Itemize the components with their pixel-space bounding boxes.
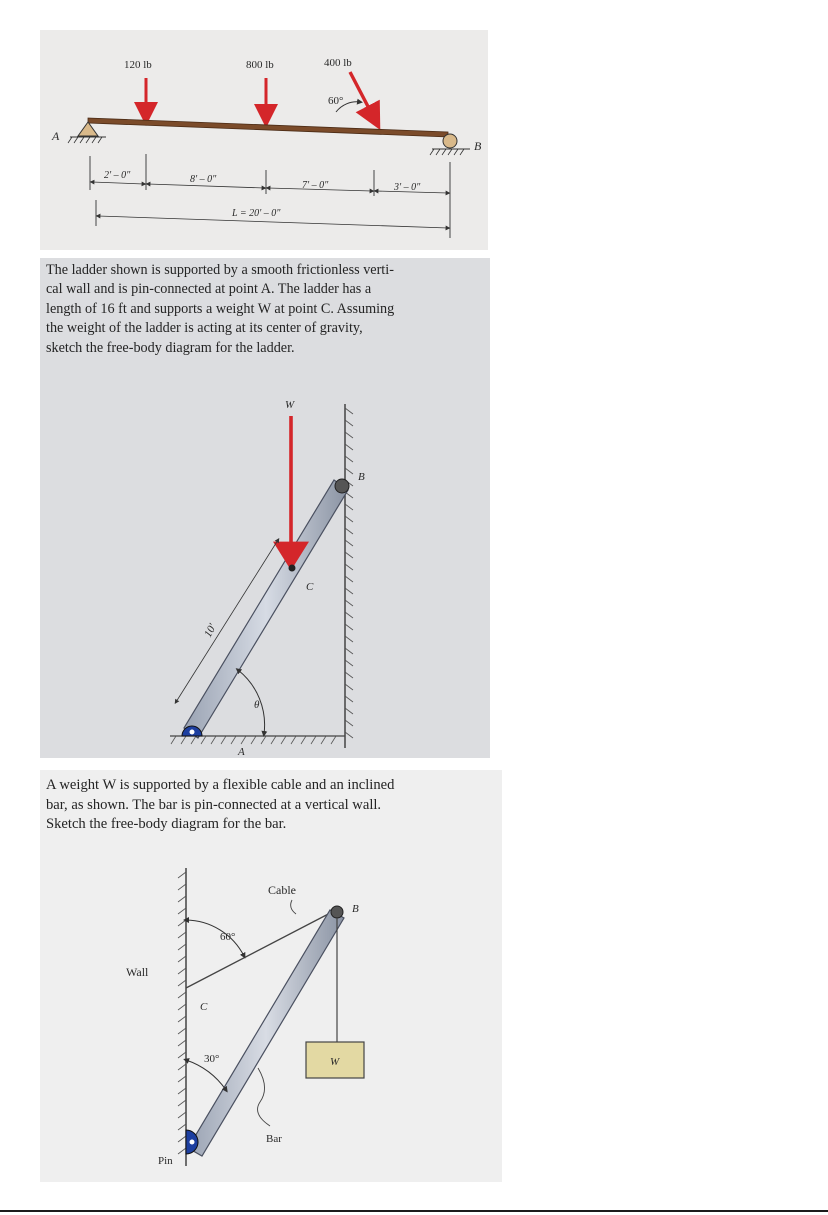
text-line: bar, as shown. The bar is pin-connected at a vertical wall. <box>46 796 382 813</box>
point-b-label: B <box>352 903 359 915</box>
dimension-label: 10' <box>202 621 219 640</box>
weight-label: W <box>330 1056 340 1068</box>
beam-diagram <box>40 30 488 250</box>
point-b <box>331 906 343 918</box>
beam <box>88 118 448 137</box>
point-b-label: B <box>358 471 365 483</box>
point-a-label: A <box>238 746 245 758</box>
text-line: cal wall and is pin-connected at point A. The ladder has a <box>46 281 372 298</box>
total-length-label: L = 20' – 0" <box>232 208 281 219</box>
wall-hatching <box>178 872 186 1154</box>
span-label-4: 3' – 0" <box>394 182 421 193</box>
pin-label: Pin <box>158 1155 173 1167</box>
point-c <box>289 565 296 572</box>
load-angle-label: 60° <box>328 95 344 107</box>
text-line: sketch the free-body diagram for the ladder. <box>46 339 295 356</box>
cable-label: Cable <box>268 883 296 897</box>
load-w-label: W <box>285 399 295 411</box>
bar-angle-label: 30° <box>204 1053 220 1065</box>
angle-label: θ <box>254 699 260 711</box>
text-line: A weight W is supported by a flexible cable and an inclined <box>46 777 395 793</box>
support-b-label: B <box>474 139 482 153</box>
bottom-divider <box>0 1210 828 1212</box>
span-label-2: 8' – 0" <box>190 174 217 185</box>
bar-problem-panel <box>40 770 502 1182</box>
text-line: length of 16 ft and supports a weight W at point C. Assuming <box>46 300 395 317</box>
point-c-label: C <box>200 1001 208 1013</box>
beam-figure-panel <box>40 30 488 250</box>
text-line: Sketch the free-body diagram for the bar. <box>46 816 287 833</box>
load-label-120: 120 lb <box>124 59 152 71</box>
ladder <box>184 480 348 738</box>
ladder-diagram <box>40 258 490 758</box>
load-arrow-400 <box>350 72 374 118</box>
load-label-400: 400 lb <box>324 57 352 69</box>
bar-label: Bar <box>266 1133 282 1145</box>
support-a-label: A <box>52 129 60 143</box>
text-line: The ladder shown is supported by a smooth frictionless verti- <box>46 262 394 278</box>
cable-angle-label: 60° <box>220 931 236 943</box>
wall-label: Wall <box>126 965 149 979</box>
text-line: the weight of the ladder is acting at its center of gravity, <box>46 320 363 337</box>
bar-diagram <box>40 770 502 1182</box>
roller-b <box>335 479 349 493</box>
load-label-800: 800 lb <box>246 59 274 71</box>
span-label-3: 7' – 0" <box>302 180 329 191</box>
angle-arc <box>238 670 265 734</box>
roller-support-b <box>443 134 457 148</box>
span-label-1: 2' – 0" <box>104 170 131 181</box>
point-c-label: C <box>306 581 314 593</box>
pin-support-a <box>78 122 98 136</box>
wall-hatching <box>345 408 353 738</box>
ladder-problem-panel <box>40 258 490 758</box>
